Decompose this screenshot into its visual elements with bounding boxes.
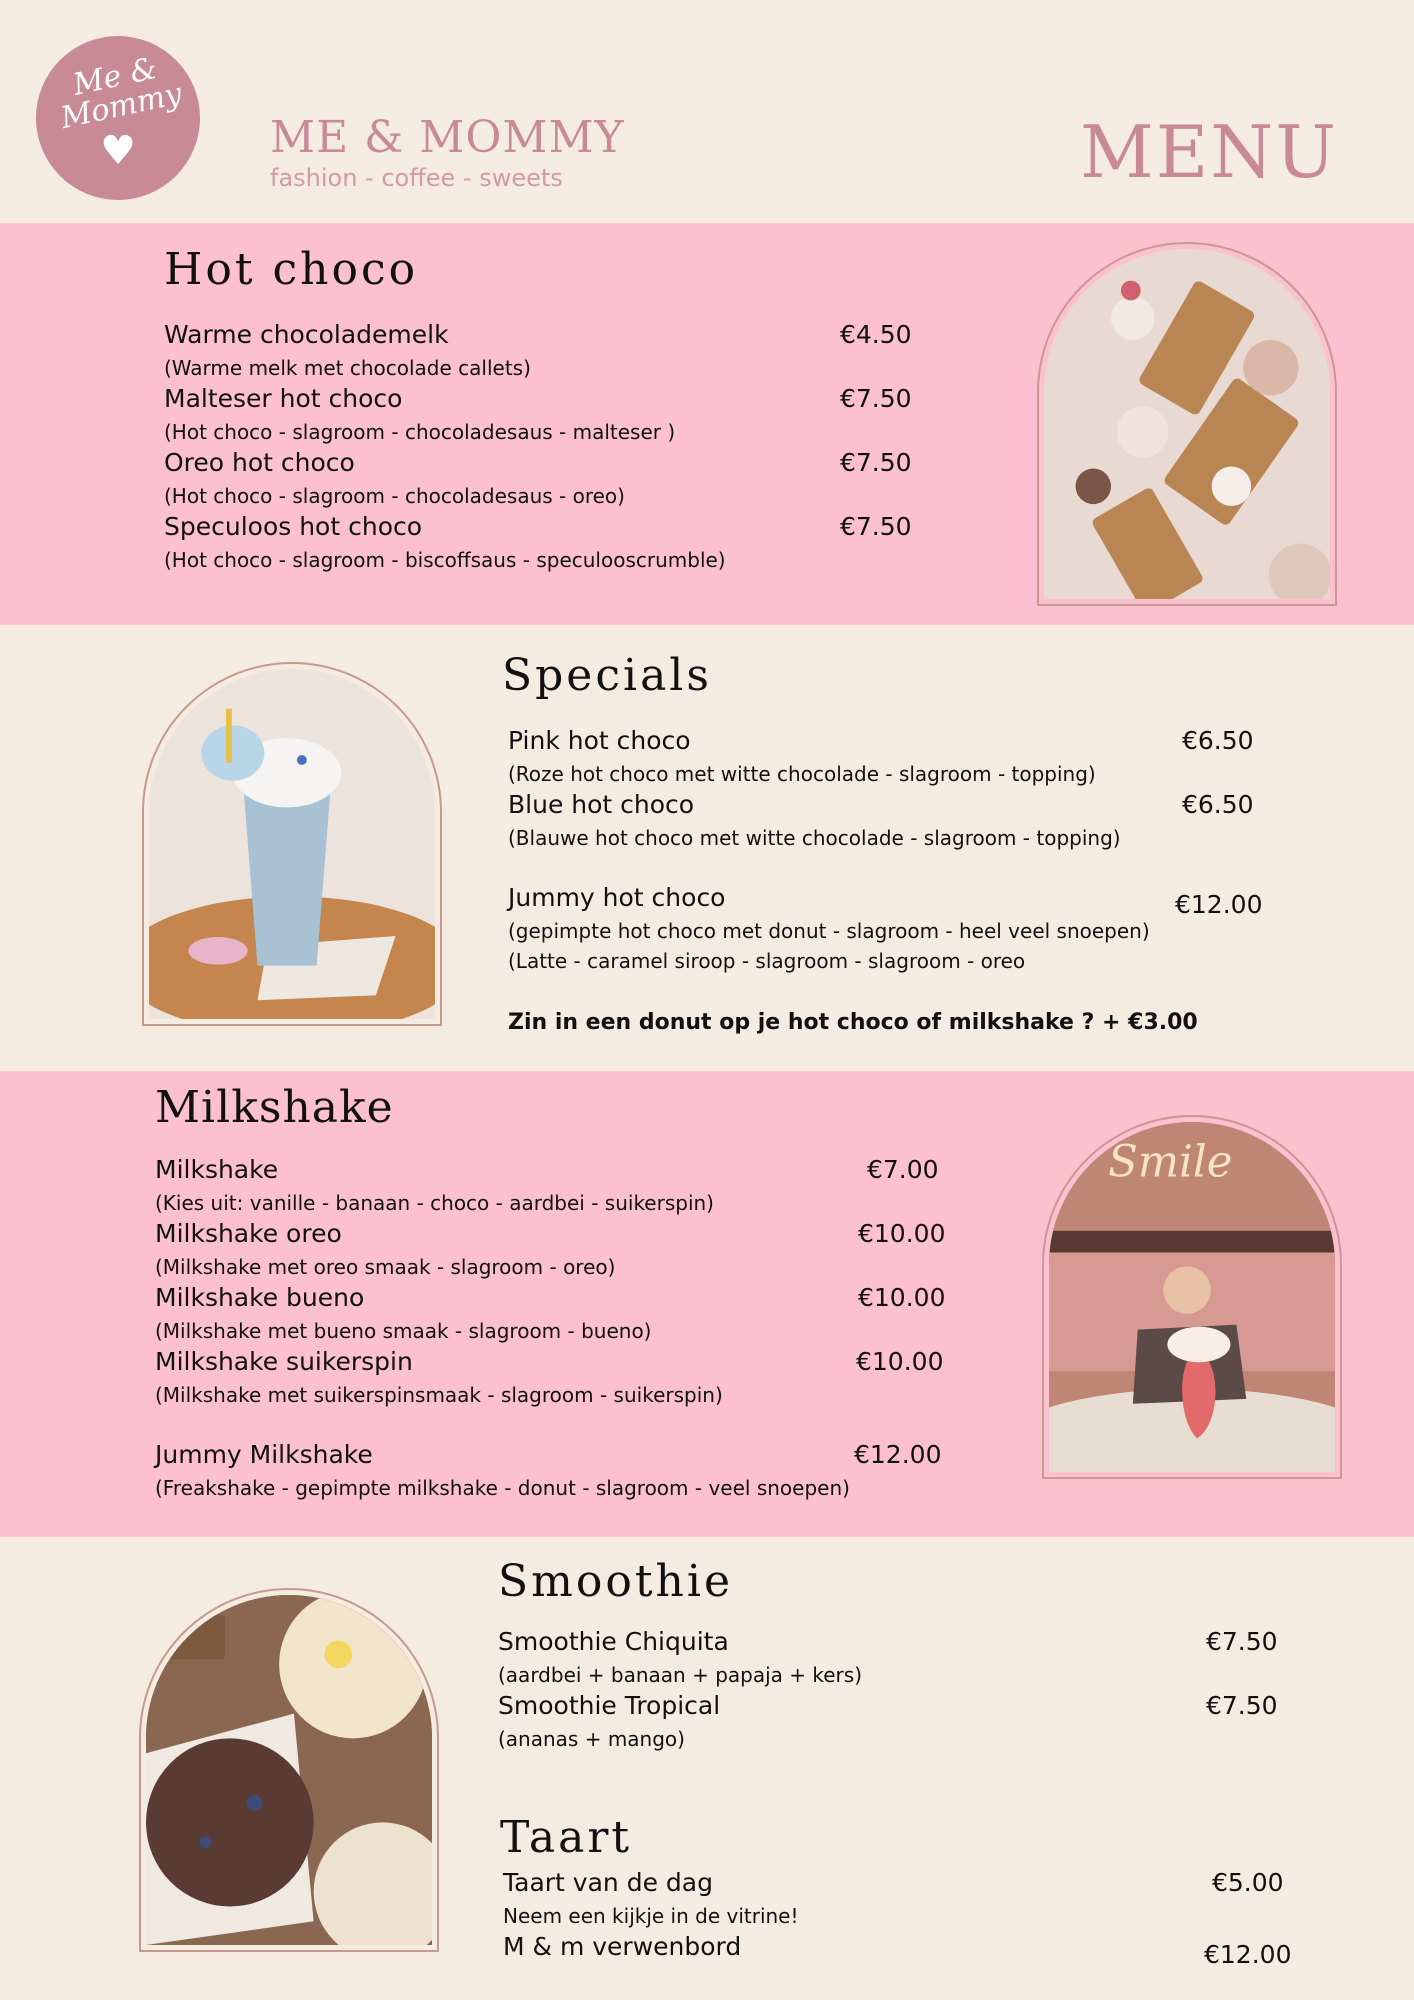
menu-item-desc: Neem een kijkje in de vitrine! — [503, 1904, 799, 1928]
photo-cakes — [139, 1588, 439, 1952]
menu-item-name: Milkshake — [155, 1155, 279, 1184]
menu-item-desc: (Hot choco - slagroom - chocoladesaus - malteser ) — [164, 420, 676, 444]
menu-item-desc: (Milkshake met oreo smaak - slagroom - oreo) — [155, 1255, 616, 1279]
logo-text: Me & Mommy — [57, 50, 185, 137]
section-title-smoothie: Smoothie — [498, 1556, 733, 1607]
menu-item-price: €5.00 — [1212, 1868, 1284, 1897]
menu-item-price: €10.00 — [858, 1283, 946, 1312]
menu-item-name: Speculoos hot choco — [164, 512, 423, 541]
menu-title: MENU — [1080, 110, 1338, 194]
photo-hot-choco-table — [1037, 242, 1337, 606]
smile-sign: Smile — [1108, 1137, 1233, 1188]
menu-item-desc: (aardbei + banaan + papaja + kers) — [498, 1663, 863, 1687]
menu-item-price: €7.50 — [1206, 1691, 1278, 1720]
menu-item-price: €10.00 — [856, 1347, 944, 1376]
menu-item-name: Smoothie Chiquita — [498, 1627, 729, 1656]
section-title-milkshake: Milkshake — [155, 1082, 394, 1133]
menu-item-desc: (Blauwe hot choco met witte chocolade - slagroom - topping) — [508, 826, 1121, 850]
menu-item-name: Jummy Milkshake — [155, 1440, 373, 1469]
menu-item-name: Malteser hot choco — [164, 384, 403, 413]
cakes-illustration — [146, 1595, 432, 1945]
section-title-taart: Taart — [500, 1812, 633, 1863]
menu-item-desc: (ananas + mango) — [498, 1727, 685, 1751]
blue-drink-illustration — [149, 669, 435, 1019]
menu-item-price: €7.50 — [840, 512, 912, 541]
menu-item-price: €10.00 — [858, 1219, 946, 1248]
menu-item-name: Milkshake bueno — [155, 1283, 365, 1312]
menu-item-desc: (Milkshake met bueno smaak - slagroom - bueno) — [155, 1319, 652, 1343]
section-title-hot-choco: Hot choco — [164, 244, 419, 295]
menu-item-price: €6.50 — [1182, 726, 1254, 755]
section-title-specials: Specials — [502, 650, 712, 701]
menu-item-name: Milkshake oreo — [155, 1219, 342, 1248]
menu-item-desc: (Milkshake met suikerspinsmaak - slagroom - suikerspin) — [155, 1383, 723, 1407]
menu-item-name: Milkshake suikerspin — [155, 1347, 413, 1376]
menu-item-desc: (Hot choco - slagroom - chocoladesaus - oreo) — [164, 484, 625, 508]
menu-item-price: €7.50 — [840, 384, 912, 413]
menu-item-name: Blue hot choco — [508, 790, 695, 819]
menu-item-price: €12.00 — [854, 1440, 942, 1469]
menu-item-price: €4.50 — [840, 320, 912, 349]
menu-item-desc: (gepimpte hot choco met donut - slagroom - heel veel snoepen) — [508, 919, 1150, 943]
menu-item-name: Oreo hot choco — [164, 448, 355, 477]
menu-item-price: €6.50 — [1182, 790, 1254, 819]
menu-item-price: €7.50 — [1206, 1627, 1278, 1656]
table-photo-illustration — [1044, 249, 1330, 599]
menu-item-price: €7.50 — [840, 448, 912, 477]
menu-item-desc: (Freakshake - gepimpte milkshake - donut - slagroom - veel snoepen) — [155, 1476, 850, 1500]
menu-item-price: €12.00 — [1175, 890, 1263, 919]
child-milkshake-illustration — [1049, 1122, 1335, 1472]
menu-item-name: Taart van de dag — [503, 1868, 713, 1897]
menu-item-desc: (Kies uit: vanille - banaan - choco - aardbei - suikerspin) — [155, 1191, 714, 1215]
menu-item-price: €12.00 — [1204, 1940, 1292, 1969]
photo-blue-hot-choco — [142, 662, 442, 1026]
menu-item-name: M & m verwenbord — [503, 1932, 742, 1961]
photo-child-milkshake — [1042, 1115, 1342, 1479]
heart-icon: ♥ — [100, 128, 136, 174]
menu-item-name: Smoothie Tropical — [498, 1691, 721, 1720]
logo — [36, 36, 200, 200]
menu-item-desc: (Warme melk met chocolade callets) — [164, 356, 531, 380]
menu-item-name: Warme chocolademelk — [164, 320, 449, 349]
menu-item-price: €7.00 — [867, 1155, 939, 1184]
menu-item-desc: (Latte - caramel siroop - slagroom - slagroom - oreo — [508, 949, 1026, 973]
menu-item-desc: (Roze hot choco met witte chocolade - slagroom - topping) — [508, 762, 1096, 786]
menu-item-name: Jummy hot choco — [508, 883, 726, 912]
donut-addon-note: Zin in een donut op je hot choco of milkshake ? + €3.00 — [508, 1010, 1198, 1035]
menu-item-name: Pink hot choco — [508, 726, 691, 755]
menu-item-desc: (Hot choco - slagroom - biscoffsaus - speculooscrumble) — [164, 548, 726, 572]
tagline: fashion - coffee - sweets — [270, 164, 563, 192]
brand-name: ME & MOMMY — [270, 112, 625, 163]
